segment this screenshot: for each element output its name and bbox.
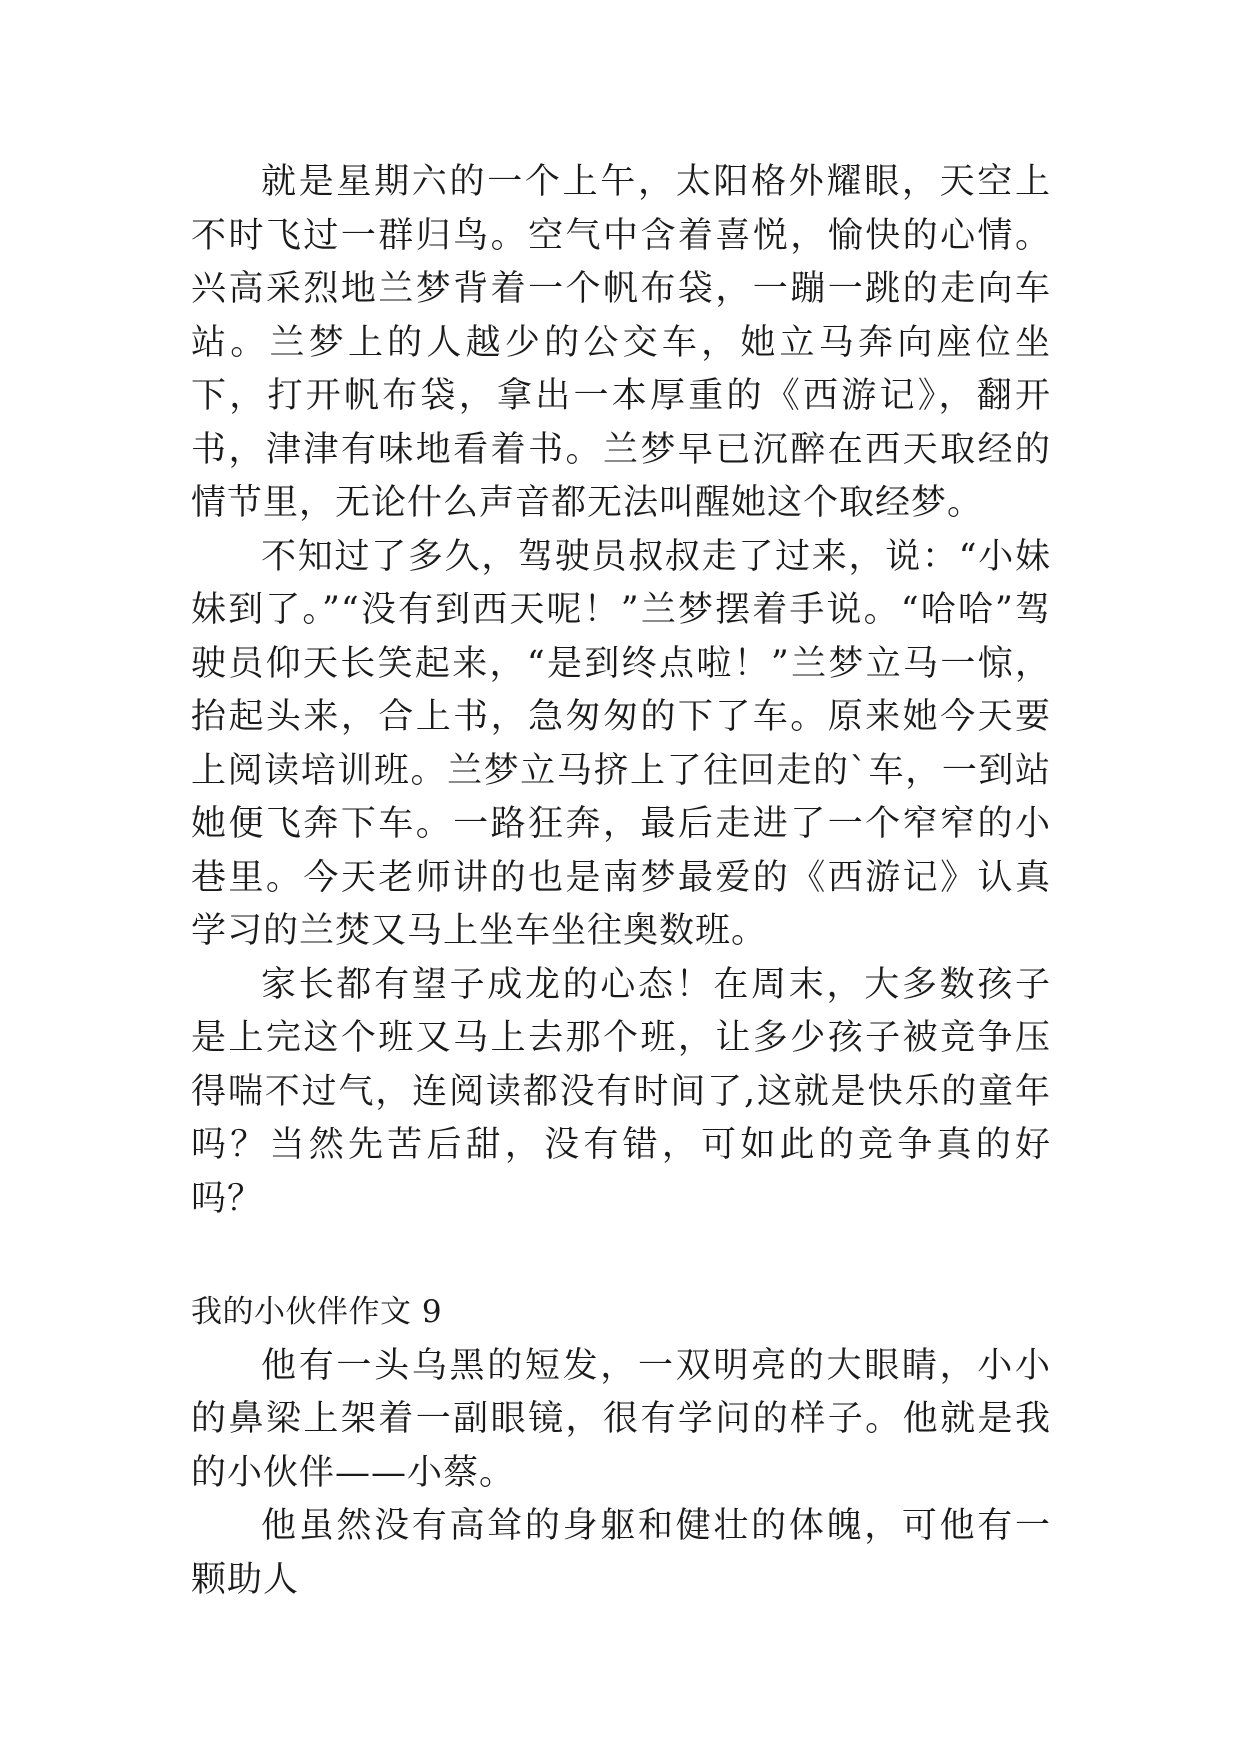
document-body <box>191 156 1051 1607</box>
paragraph-bus-driver: 不知过了多久，驾驶员叔叔走了过来，说：“小妹妹到了。”“没有到西天呢！”兰梦摆着手说。“哈哈”驾驶员仰天长笑起来，“是到终点啦！”兰梦立马一惊，抬起头来，合上书，急匆匆的下了车。原来她今天要上阅读培训班。兰梦立马挤上了往回走的`车，一到站她便飞奔下车。一路狂奔，最后走进了一个窄窄的小巷里。今天老师讲的也是南梦最爱的《西游记》认真学习的兰焚又马上坐车坐往奥数班。 <box>191 536 1051 951</box>
paragraph-friend-character: 他虽然没有高耸的身躯和健壮的体魄，可他有一颗助人 <box>191 1506 1051 1600</box>
section-title: 我的小伙伴作文 9 <box>191 1294 443 1330</box>
paragraph-parents-reflection: 家长都有望子成龙的心态！在周末，大多数孩子是上完这个班又马上去那个班，让多少孩子被竞争压得喘不过气，连阅读都没有时间了,这就是快乐的童年吗？当然先苦后甜，没有错，可如此的竞争真的好吗？ <box>191 964 1051 1219</box>
paragraph-friend-appearance: 他有一头乌黑的短发，一双明亮的大眼睛，小小的鼻梁上架着一副眼镜，很有学问的样子。他就是我的小伙伴——小蔡。 <box>191 1345 1051 1493</box>
paragraph-saturday-morning: 就是星期六的一个上午，太阳格外耀眼，天空上不时飞过一群归鸟。空气中含着喜悦，愉快的心情。兴高采烈地兰梦背着一个帆布袋，一蹦一跳的走向车站。兰梦上的人越少的公交车，她立马奔向座位坐下，打开帆布袋，拿出一本厚重的《西游记》，翻开书，津津有味地看着书。兰梦早已沉醉在西天取经的情节里，无论什么声音都无法叫醒她这个取经梦。 <box>191 162 1051 523</box>
